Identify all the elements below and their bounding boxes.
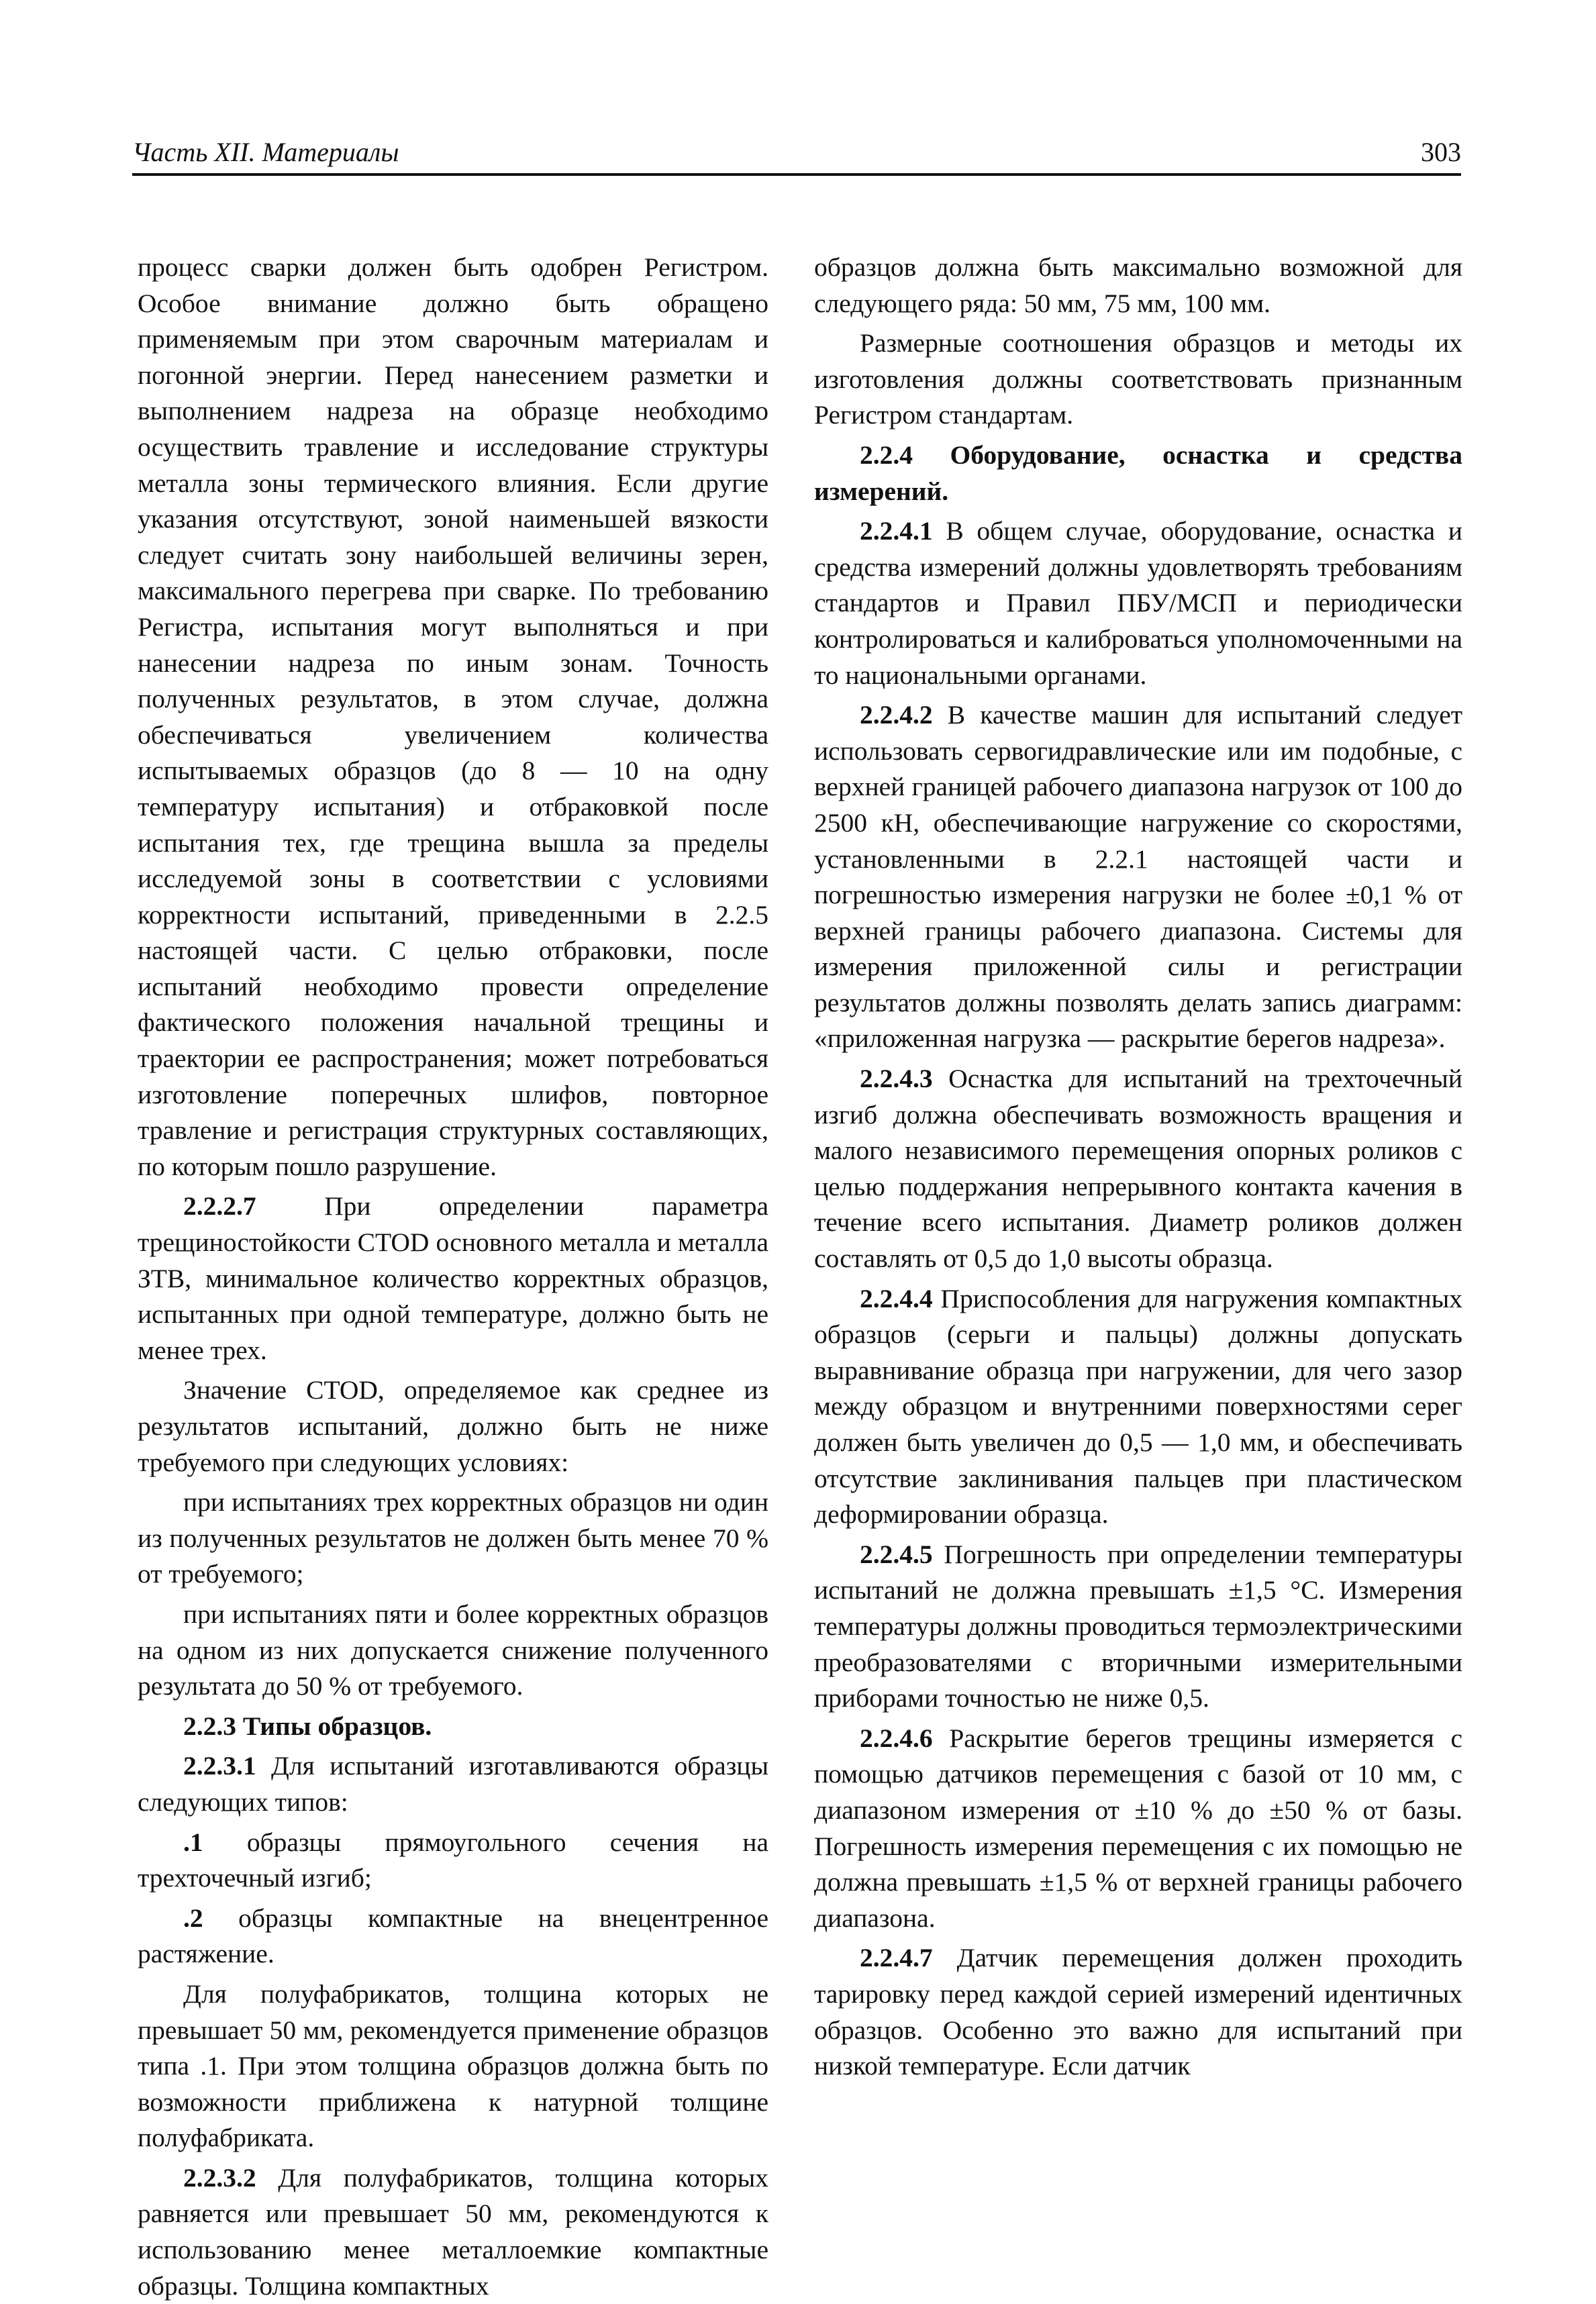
paragraph bbox=[138, 1485, 768, 1593]
paragraph bbox=[814, 697, 1462, 1057]
clause-number: 2.2.4.4 bbox=[860, 1283, 933, 1313]
paragraph-text: При определении параметра трещиностойкости CTOD основного металла и металла ЗТВ, минимальное количество корректных образцов, испытанных при одной температуре, должно быть не менее трех. bbox=[138, 1191, 768, 1365]
clause-number: 2.2.3.1 bbox=[183, 1751, 256, 1781]
page-number: 303 bbox=[1421, 137, 1461, 167]
paragraph bbox=[138, 1597, 768, 1705]
paragraph-text: Погрешность при определении температуры испытаний не должна превышать ±1,5 °С. Измерения температуры должны проводиться термоэлектрическими преобразователями с вторичными измерительными приборами точностью не ниже 0,5. bbox=[814, 1539, 1462, 1713]
paragraph-text: Размерные соотношения образцов и методы их изготовления должны соответствовать признанным Регистром стандартам. bbox=[814, 328, 1462, 430]
paragraph bbox=[814, 250, 1462, 321]
clause-number: 2.2.4.5 bbox=[860, 1539, 933, 1569]
clause-number: 2.2.4.7 bbox=[860, 1943, 933, 1973]
clause-number: 2.2.4.3 bbox=[860, 1064, 933, 1094]
paragraph-text: при испытаниях пяти и более корректных образцов на одном из них допускается снижение полученного результата до 50 % от требуемого. bbox=[138, 1599, 768, 1701]
paragraph-text: Для полуфабрикатов, толщина которых равняется или превышает 50 мм, рекомендуются к использованию менее металлоемкие компактные образцы. Толщина компактных bbox=[138, 2162, 768, 2301]
clause-number: 2.2.3.2 bbox=[183, 2162, 256, 2193]
paragraph bbox=[138, 1189, 768, 1368]
section-heading bbox=[138, 1709, 768, 1745]
paragraph-text: В общем случае, оборудование, оснастка и средства измерений должны удовлетворять требованиям стандартов и Правил ПБУ/МСП и периодически контролироваться и калиброваться уполномоченными на то национальными органами. bbox=[814, 516, 1462, 690]
paragraph-text: образцов должна быть максимально возможной для следующего ряда: 50 мм, 75 мм, 100 мм. bbox=[814, 252, 1462, 318]
list-item-text: образцы прямоугольного сечения на трехточечный изгиб; bbox=[138, 1827, 768, 1893]
paragraph bbox=[814, 1940, 1462, 2084]
paragraph-text: Для испытаний изготавливаются образцы следующих типов: bbox=[138, 1751, 768, 1817]
paragraph bbox=[814, 325, 1462, 434]
paragraph bbox=[138, 250, 768, 1185]
paragraph bbox=[814, 513, 1462, 693]
paragraph bbox=[814, 1537, 1462, 1717]
paragraph-text: Значение CTOD, определяемое как среднее из результатов испытаний, должно быть не ниже требуемого при следующих условиях: bbox=[138, 1375, 768, 1477]
paragraph-text: при испытаниях трех корректных образцов ни один из полученных результатов не должен быть менее 70 % от требуемого; bbox=[138, 1487, 768, 1589]
paragraph bbox=[138, 2160, 768, 2304]
list-item-number: .2 bbox=[183, 1903, 203, 1933]
section-heading bbox=[814, 438, 1462, 509]
paragraph-text: процесс сварки должен быть одобрен Регистром. Особое внимание должно быть обращено применяемым при этом сварочным материалам и погонной энергии. Перед нанесением разметки и выполнением надреза на образце необходимо осуществить травление и исследование структуры металла зоны термического влияния. Если другие указания отсутствуют, зоной наименьшей вязкости следует считать зону наибольшей величины зерен, максимального перегрева при сварке. По требованию Регистра, испытания могут выполняться и при нанесении надреза по иным зонам. Точность полученных результатов, в этом случае, должна обеспечиваться увеличением количества испытываемых образцов (до 8 — 10 на одну температуру испытания) и отбраковкой после испытания тех, где трещина вышла за пределы исследуемой зоны в соответствии с условиями корректности испытаний, приведенными в 2.2.5 настоящей части. С целью отбраковки, после испытаний необходимо провести определение фактического положения начальной трещины и траектории ее распространения; может потребоваться изготовление поперечных шлифов, повторное травление и регистрация структурных составляющих, по которым пошло разрушение. bbox=[138, 252, 768, 1181]
clause-number: 2.2.2.7 bbox=[183, 1191, 256, 1221]
paragraph bbox=[138, 1976, 768, 2156]
list-item-text: образцы компактные на внецентренное растяжение. bbox=[138, 1903, 768, 1969]
clause-number: 2.2.4.2 bbox=[860, 700, 933, 730]
paragraph-text: Оснастка для испытаний на трехточечный изгиб должна обеспечивать возможность вращения и малого независимого перемещения опорных роликов с целью поддержания непрерывного контакта качения в течение всего испытания. Диаметр роликов должен составлять от 0,5 до 1,0 высоты образца. bbox=[814, 1064, 1462, 1274]
paragraph bbox=[814, 1061, 1462, 1277]
paragraph-text: Датчик перемещения должен проходить тарировку перед каждой серией измерений идентичных образцов. Особенно это важно для испытаний при низкой температуре. Если датчик bbox=[814, 1943, 1462, 2081]
left-column bbox=[138, 250, 768, 2304]
list-item bbox=[138, 1825, 768, 1897]
list-item bbox=[138, 1901, 768, 1972]
paragraph-text: В качестве машин для испытаний следует использовать сервогидравлические или им подобные, с верхней границей рабочего диапазона нагрузок от 100 до 2500 кН, обеспечивающие нагружение со скоростями, установленными в 2.2.1 настоящей части и погрешностью измерения нагрузки не более ±0,1 % от верхней границы рабочего диапазона. Системы для измерения приложенной силы и регистрации результатов должны позволять делать запись диаграмм: «приложенная нагрузка — раскрытие берегов надреза». bbox=[814, 700, 1462, 1054]
section-heading-text: 2.2.3 Типы образцов. bbox=[183, 1711, 432, 1741]
page-header bbox=[132, 134, 1461, 176]
list-item-number: .1 bbox=[183, 1827, 203, 1857]
paragraph bbox=[814, 1721, 1462, 1937]
paragraph bbox=[138, 1748, 768, 1820]
clause-number: 2.2.4.1 bbox=[860, 516, 933, 546]
right-column bbox=[814, 250, 1462, 2085]
running-title: Часть XII. Материалы bbox=[132, 137, 399, 167]
paragraph bbox=[814, 1281, 1462, 1533]
paragraph-text: Приспособления для нагружения компактных образцов (серьги и пальцы) должны допускать выравнивание образца при нагружении, для чего зазор между образцом и внутренними поверхностями серег должен быть увеличен до 0,5 — 1,0 мм, и обеспечивать отсутствие заклинивания пальцев при пластическом деформировании образца. bbox=[814, 1283, 1462, 1530]
paragraph-text: Раскрытие берегов трещины измеряется с помощью датчиков перемещения с базой от 10 мм, с диапазоном измерения от ±10 % до ±50 % от базы. Погрешность измерения перемещения с их помощью не должна превышать ±1,5 % от верхней границы рабочего диапазона. bbox=[814, 1723, 1462, 1933]
clause-number: 2.2.4.6 bbox=[860, 1723, 933, 1753]
paragraph-text: Для полуфабрикатов, толщина которых не превышает 50 мм, рекомендуется применение образцов типа .1. При этом толщина образцов должна быть по возможности приближена к натурной толщине полуфабриката. bbox=[138, 1979, 768, 2153]
paragraph bbox=[138, 1372, 768, 1481]
section-heading-text: 2.2.4 Оборудование, оснастка и средства измерений. bbox=[814, 440, 1462, 506]
